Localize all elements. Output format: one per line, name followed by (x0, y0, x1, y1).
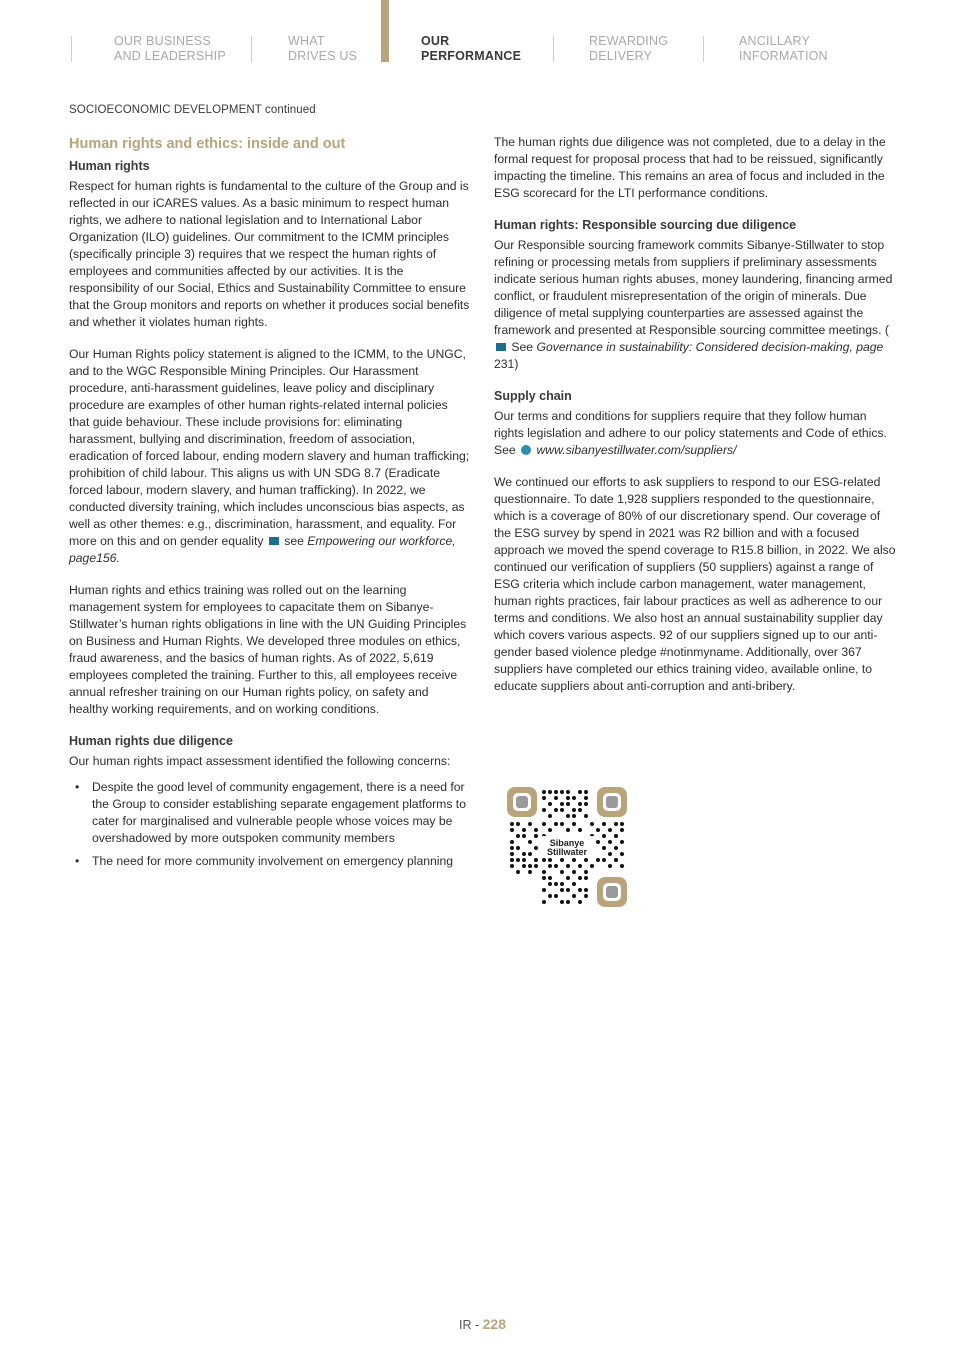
paragraph (494, 408, 896, 459)
paragraph: The human rights due diligence was not completed, due to a delay in the formal request for proposal process that had to be reissued, significantly impacting the timeline. This remains an area of focus and included in the ESG scorecard for the LTI performance conditions. (494, 135, 886, 200)
page-reference-link[interactable]: Governance in sustainability: Considered decision-making, page (536, 340, 884, 354)
list-item: • The need for more community involvement on emergency planning (69, 853, 471, 870)
page-reference-link[interactable]: Empowering our workforce, page156. (69, 534, 456, 565)
paragraph: Respect for human rights is fundamental to the culture of the Group and is reflected in our iCARES values. As a basic minimum to respect human rights, we adhere to national legislation and to International Labor Organization (ILO) guidelines. Our commitment to the ICMM principles (specifically principle 3) requires that we respect the human rights of employees and communities affected by our activities. It is the responsibility of our Social, Ethics and Sustainability Committee to ensure that the Group monitors and reports on whether it produces social benefits and whether it violates human rights. (69, 179, 470, 329)
supplier-website-link[interactable]: www.sibanyestillwater.com/suppliers/ (536, 443, 737, 457)
nav-label: DELIVERY (589, 49, 653, 63)
paragraph: Human rights and ethics training was rolled out on the learning management system for employees to capacitate them on Sibanye-Stillwater’s human rights obligations in line with the UN Guiding Principles on Business and Human Rights. We developed three modules on ethics, fraud awareness, and the basics of human rights. As of 2022, 5,619 employees completed the training. Further to this, all employees receive annual refresher training on our Human rights policy, on safety and healthy working requirements, and on working conditions. (69, 583, 467, 716)
nav-item-business[interactable] (114, 34, 226, 64)
section-title: Human rights and ethics: inside and out (69, 136, 346, 152)
nav-label: DRIVES US (288, 49, 358, 63)
nav-separator (71, 36, 72, 62)
globe-icon (521, 445, 531, 455)
nav-label: INFORMATION (739, 49, 828, 63)
see-text: See (511, 340, 534, 354)
section-label-suffix: continued (265, 104, 316, 116)
page-number-text: 231) (494, 357, 519, 371)
heading-due-diligence: Human rights due diligence (69, 734, 233, 748)
qr-logo-text: Stillwater (546, 847, 588, 857)
nav-item-ancillary[interactable] (739, 34, 828, 64)
concerns-list (69, 779, 471, 870)
heading-human-rights: Human rights (69, 159, 150, 173)
footer-prefix: IR - (459, 1318, 483, 1332)
heading-responsible-sourcing: Human rights: Responsible sourcing due diligence (494, 218, 797, 232)
nav-active-indicator (381, 0, 389, 62)
right-column (494, 134, 896, 710)
section-label-main: SOCIOECONOMIC DEVELOPMENT (69, 104, 262, 116)
page-reference-icon (496, 343, 506, 351)
list-item: • Despite the good level of community engagement, there is a need for the Group to consider establishing separate engagement platforms to cater for marginalised and vulnerable people whose voices may be overshadowed by more outspoken community members (69, 779, 471, 847)
paragraph-text: Our terms and conditions for suppliers require that they follow human rights legislation and adhere to our policy statements and Code of ethics. See (494, 409, 887, 457)
page-footer (0, 1316, 965, 1332)
paragraph (69, 346, 471, 567)
top-navigation (0, 0, 965, 80)
left-column (69, 134, 471, 876)
page-reference-icon (269, 537, 279, 545)
nav-separator (703, 36, 704, 62)
paragraph: Our Responsible sourcing framework commits Sibanye-Stillwater to stop refining or processing metals from suppliers if preliminary assessments indicate serious human rights abuses, money laundering, financing armed conflict, or fraudulent misrepresentation of the origin of minerals. Due diligence of metal supplying counterparties are assessed against the framework and presented at Responsible sourcing committee meetings. ( See Governance in sustainability: Considered decision-making, page 231) (494, 238, 893, 371)
nav-separator (553, 36, 554, 62)
heading-supply-chain: Supply chain (494, 389, 572, 403)
paragraph-text: Our Responsible sourcing framework commits Sibanye-Stillwater to stop refining or processing metals from suppliers if preliminary assessments indicate serious human rights abuses, money laundering, financing armed conflict, or fraudulent misrepresentation of the origin of minerals. Due diligence of metal supplying counterparties are assessed against the framework and presented at Responsible sourcing committee meetings. (494, 238, 893, 337)
paragraph: Our human rights impact assessment identified the following concerns: (69, 754, 451, 768)
nav-label: WHAT (288, 34, 325, 48)
nav-label: PERFORMANCE (421, 49, 522, 63)
nav-label: OUR BUSINESS (114, 34, 211, 48)
qr-logo-text: Sibanye (549, 838, 585, 848)
nav-label: ANCILLARY (739, 34, 811, 48)
nav-label: REWARDING (589, 34, 669, 48)
qr-code[interactable] (506, 786, 628, 908)
nav-label: OUR (421, 34, 450, 48)
paragraph: We continued our efforts to ask suppliers to respond to our ESG-related questionnaire. To date 1,928 suppliers responded to the questionnaire, which is a coverage of 80% of our discretionary spend. Our coverage of the ESG survey by spend in 2021 was R2 billion and with a focused approach we moved the spend coverage to R15.8 billion, in 2022. We also continued our verification of suppliers (50 suppliers) against a range of ESG criteria which include carbon management, water management, human rights practices, fair labour practices as well as adherence to our terms and conditions. We also host an annual sustainability supplier day which covers various aspects. 92 of our suppliers signed up to our anti-gender based violence pledge #notinmyname. Additionally, over 367 suppliers have completed our ethics training video, available online, to educate suppliers about anti-corruption and anti-bribery. (494, 475, 896, 693)
nav-item-drives[interactable] (288, 34, 357, 64)
nav-separator (251, 36, 252, 62)
page-number: 228 (482, 1316, 506, 1332)
nav-item-performance[interactable] (421, 34, 521, 64)
section-label (69, 104, 316, 116)
paragraph-text: Our Human Rights policy statement is aligned to the ICMM, to the UNGC, and to the WGC Responsible Mining Principles. Our Harassment procedure, anti-harassment guidelines, leave policy and disciplinary procedure are examples of other human rights-related internal policies that guide behaviour. These include provisions for: eliminating harassment, bullying and discrimination, freedom of association, eradication of forced labour, ending modern slavery and human trafficking; prohibition of child labour. This aligns us with UN SDG 8.7 (Eradicate forced labour, modern slavery, and human trafficking). In 2022, we conducted diversity training, which includes unconscious bias aspects, as well as other themes: e.g., discrimination, harassment, and equality. For more on this and on gender equality (69, 347, 470, 548)
nav-item-rewarding[interactable] (589, 34, 668, 64)
see-text: see (284, 534, 304, 548)
nav-label: AND LEADERSHIP (114, 49, 226, 63)
